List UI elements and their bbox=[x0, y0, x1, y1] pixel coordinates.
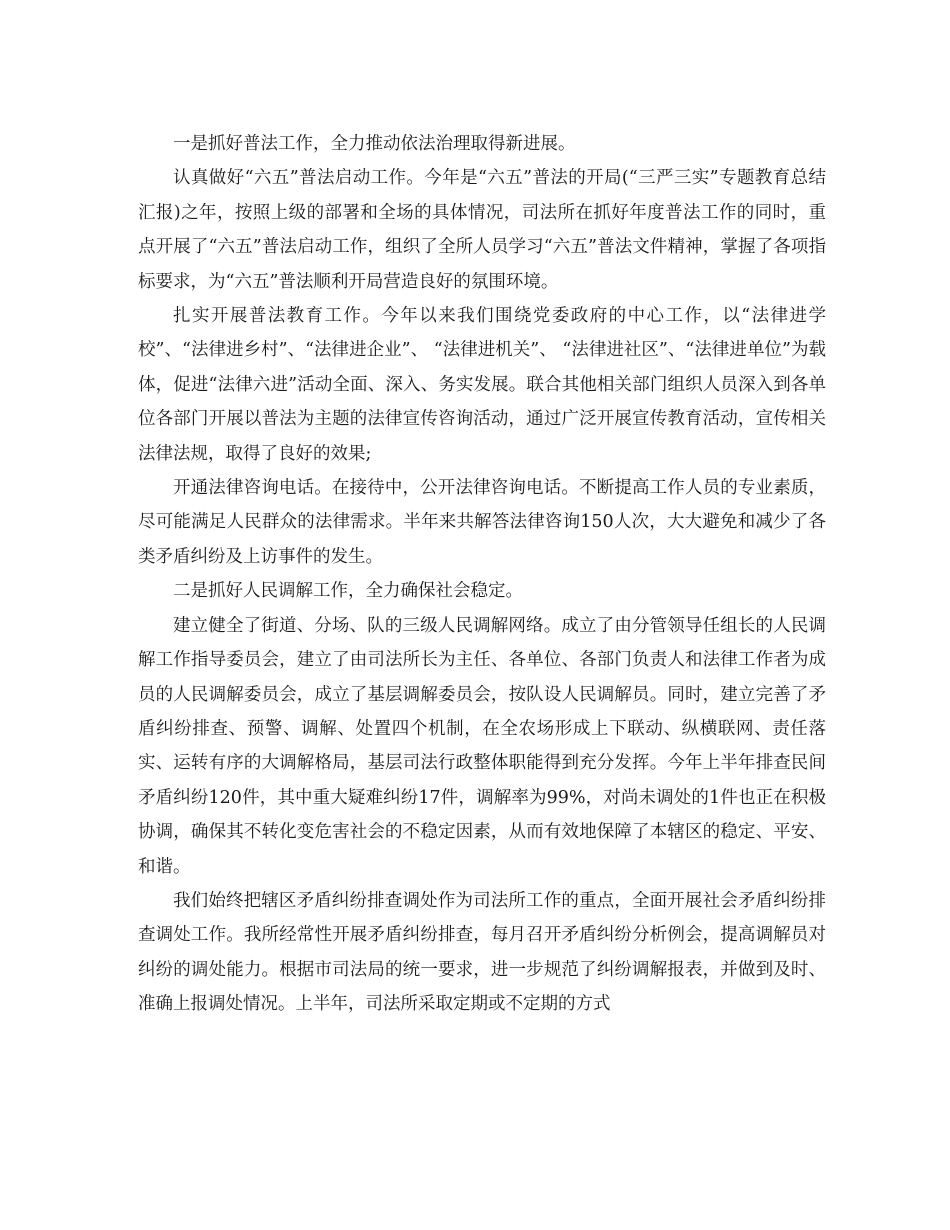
paragraph-5: 我们始终把辖区矛盾纠纷排查调处作为司法所工作的重点，全面开展社会矛盾纠纷排查调处工作。我所经常性开展矛盾纠纷排查，每月召开矛盾纠纷分析例会，提高调解员对纠纷的调处能力。根据市司法局的统一要求，进一步规范了纠纷调解报表，并做到及时、准确上报调处情况。上半年，司法所采取定期或不定期的方式 bbox=[138, 890, 826, 1015]
section-heading-1: 一是抓好普法工作，全力推动依法治理取得新进展。 bbox=[173, 134, 576, 154]
document-body bbox=[138, 127, 826, 1022]
paragraph-3: 开通法律咨询电话。在接待中，公开法律咨询电话。不断提高工作人员的专业素质，尽可能满足人民群众的法律需求。半年来共解答法律咨询150人次，大大避免和减少了各类矛盾纠纷及上访事件的发生。 bbox=[138, 478, 826, 567]
section-heading-2: 二是抓好人民调解工作，全力确保社会稳定。 bbox=[173, 581, 523, 602]
paragraph-4: 建立健全了街道、分场、队的三级人民调解网络。成立了由分管领导任组长的人民调解工作指导委员会，建立了由司法所长为主任、各单位、各部门负责人和法律工作者为成员的人民调解委员会，成立了基层调解委员会，按队设人民调解员。同时，建立完善了矛盾纠纷排查、预警、调解、处置四个机制，在全农场形成上下联动、纵横联网、责任落实、运转有序的大调解格局，基层司法行政整体职能得到充分发挥。今年上半年排查民间矛盾纠纷120件，其中重大疑难纠纷17件，调解率为99%，对尚未调处的1件也正在积极协调，确保其不转化变危害社会的不稳定因素，从而有效地保障了本辖区的稳定、平安、和谐。 bbox=[138, 615, 826, 877]
paragraph-1: 认真做好“六五”普法启动工作。今年是“六五”普法的开局(“三严三实”专题教育总结汇报)之年，按照上级的部署和全场的具体情况，司法所在抓好年度普法工作的同时，重点开展了“六五”普法启动工作，组织了全所人员学习“六五”普法文件精神，掌握了各项指标要求，为“六五”普法顺利开局营造良好的氛围环境。 bbox=[138, 168, 826, 292]
paragraph-2: 扎实开展普法教育工作。今年以来我们围绕党委政府的中心工作，以“法律进学校”、“法律进乡村”、“法律进企业”、 “法律进机关”、 “法律进社区”、“法律进单位”为载体，促进“法律六进”活动全面、深入、务实发展。联合其他相关部门组织人员深入到各单位各部门开展以普法为主题的法律宣传咨询活动，通过广泛开展宣传教育活动，宣传相关法律法规，取得了良好的效果; bbox=[138, 306, 826, 464]
